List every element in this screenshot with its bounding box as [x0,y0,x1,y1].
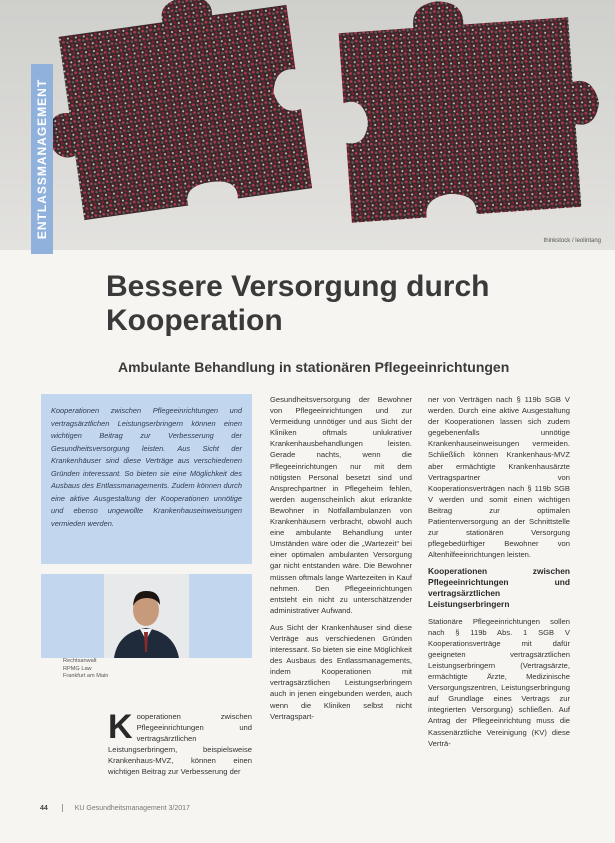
page-number: 44 [40,804,48,812]
author-photo [104,574,189,658]
column-2-paragraph-1: Gesundheitsversorgung der Bewohner von Pflegeeinrichtungen und zur Vermeidung unnötiger und aus Sicht der Kliniken oftmals unlukrativer Krankenhausbehandlungen leisten. Gerade nachts, wenn die Pflegeeinrichtungen nur mit dem nötigsten Personal besetzt sind und Ansprechpartner in Pflegeheim fehlen, werden augenscheinlich akut erkrankte Bewohner in Notfallambulanzen von Krankenhäusern verbracht, obwohl auch eine ambulante Behandlung unter Umständen wäre oder die „Wartezeit“ bei einer optimalen ambulanten Versorgung gar nicht entstanden wäre. Die Bewohner müssen oftmals lange Wartezeiten in Kauf nehmen. Den Pflegeeinrichtungen entsteht ein nicht zu unterschätzender administrativer Aufwand. [270,395,412,615]
article-subtitle: Ambulante Behandlung in stationären Pflegeeinrichtungen [118,359,510,375]
column-3 [428,394,570,755]
abstract-box [41,394,252,564]
column-1 [108,708,252,778]
column-1-text: ooperationen zwischen Pflegeeinrichtungen und vertragsärztlichen Leistungserbringern, beispielsweise Krankenhaus-MVZ, können einen wichtigen Beitrag zur Verbesserung der [108,712,252,777]
abstract-text: Kooperationen zwischen Pflegeeinrichtungen und vertragsärztlichen Leistungserbringern können einen wichtigen Beitrag zur Verbesserung der Gesundheitsversorgung leisten. Aus Sicht der Krankenhäuser sind diese Verträge aus verschiedenen Gründen interessant. So bieten sie eine Möglichkeit des Ausbaus des Entlassmanagements. Zudem können durch eine aktive Ausgestaltung der Kooperationen unnötige und ebenso ungewollte Krankenhauseinweisungen vermieden werden. [51,406,242,528]
page-footer [40,804,560,812]
column-2-paragraph-2: Aus Sicht der Krankenhäuser sind diese Verträge aus verschiedenen Gründen interessant. So bieten sie eine Möglichkeit des Ausbaus des Entlassmanagements, indem Kooperationen mit vertragsärztlichen Leistungserbringern auch in jenen eingebunden werden, auch wenn die Kliniken selbst nicht Vertragspart- [270,622,412,721]
publication-name: KU Gesundheitsmanagement 3/2017 [74,804,190,812]
column-2 [270,394,412,728]
author-photo-block [41,574,252,658]
author-city: Frankfurt am Main [63,673,109,680]
author-role: Rechtsanwalt [63,658,97,664]
column-3-paragraph-1: ner von Verträgen nach § 119b SGB V werden. Durch eine aktive Ausgestaltung der Kooperationen lassen sich zudem gegebenenfalls unnötige Krankenhauseinweisungen vermeiden. Schließlich können Krankenhaus-MVZ aber ermächtigte Krankenhausärzte Vertragspartner von Kooperationsverträgen nach § 119b SGB V werden und somit einen wichtigen Beitrag zur optimalen Patientenversorgung an der Schnittstelle zur stationären Versorgung pflegebedürftiger Bewohner von Altenhilfeeinrichtungen leisten. [428,395,570,560]
footer-divider [62,804,63,812]
photo-credit: thinkstock / leolintang [543,238,601,244]
author-caption [63,658,173,681]
column-3-paragraph-2: Stationäre Pflegeeinrichtungen sollen nach § 119b Abs. 1 SGB V Kooperationsverträge mit dafür geeigneten vertragsärztlichen Leistungserbringern (Vertragsärzte, ermächtigte Ärzte, Medizinische Versorgungszentren, Leistungserbringung auf Grundlage eines Vertrags zur integrierten Versorgung) schließen. Auf Antrag der Pflegeeinrichtung muss die Kassenärztliche Vereinigung (KV) diese Verträ- [428,616,570,748]
hero-image-puzzle-crowd [0,0,615,250]
puzzle-illustration [0,0,615,250]
section-label: ENTLASSMANAGEMENT [35,78,49,240]
column-3-subheading: Kooperationen zwischen Pflegeeinrichtungen und vertragsärztlichen Leistungserbringern [428,566,570,609]
article-title: Bessere Versorgung durch Kooperation [106,270,490,337]
author-portrait-icon [104,574,189,658]
author-firm: RPMG Law [63,665,92,672]
drop-cap: K [108,708,133,746]
section-tab [31,64,53,254]
